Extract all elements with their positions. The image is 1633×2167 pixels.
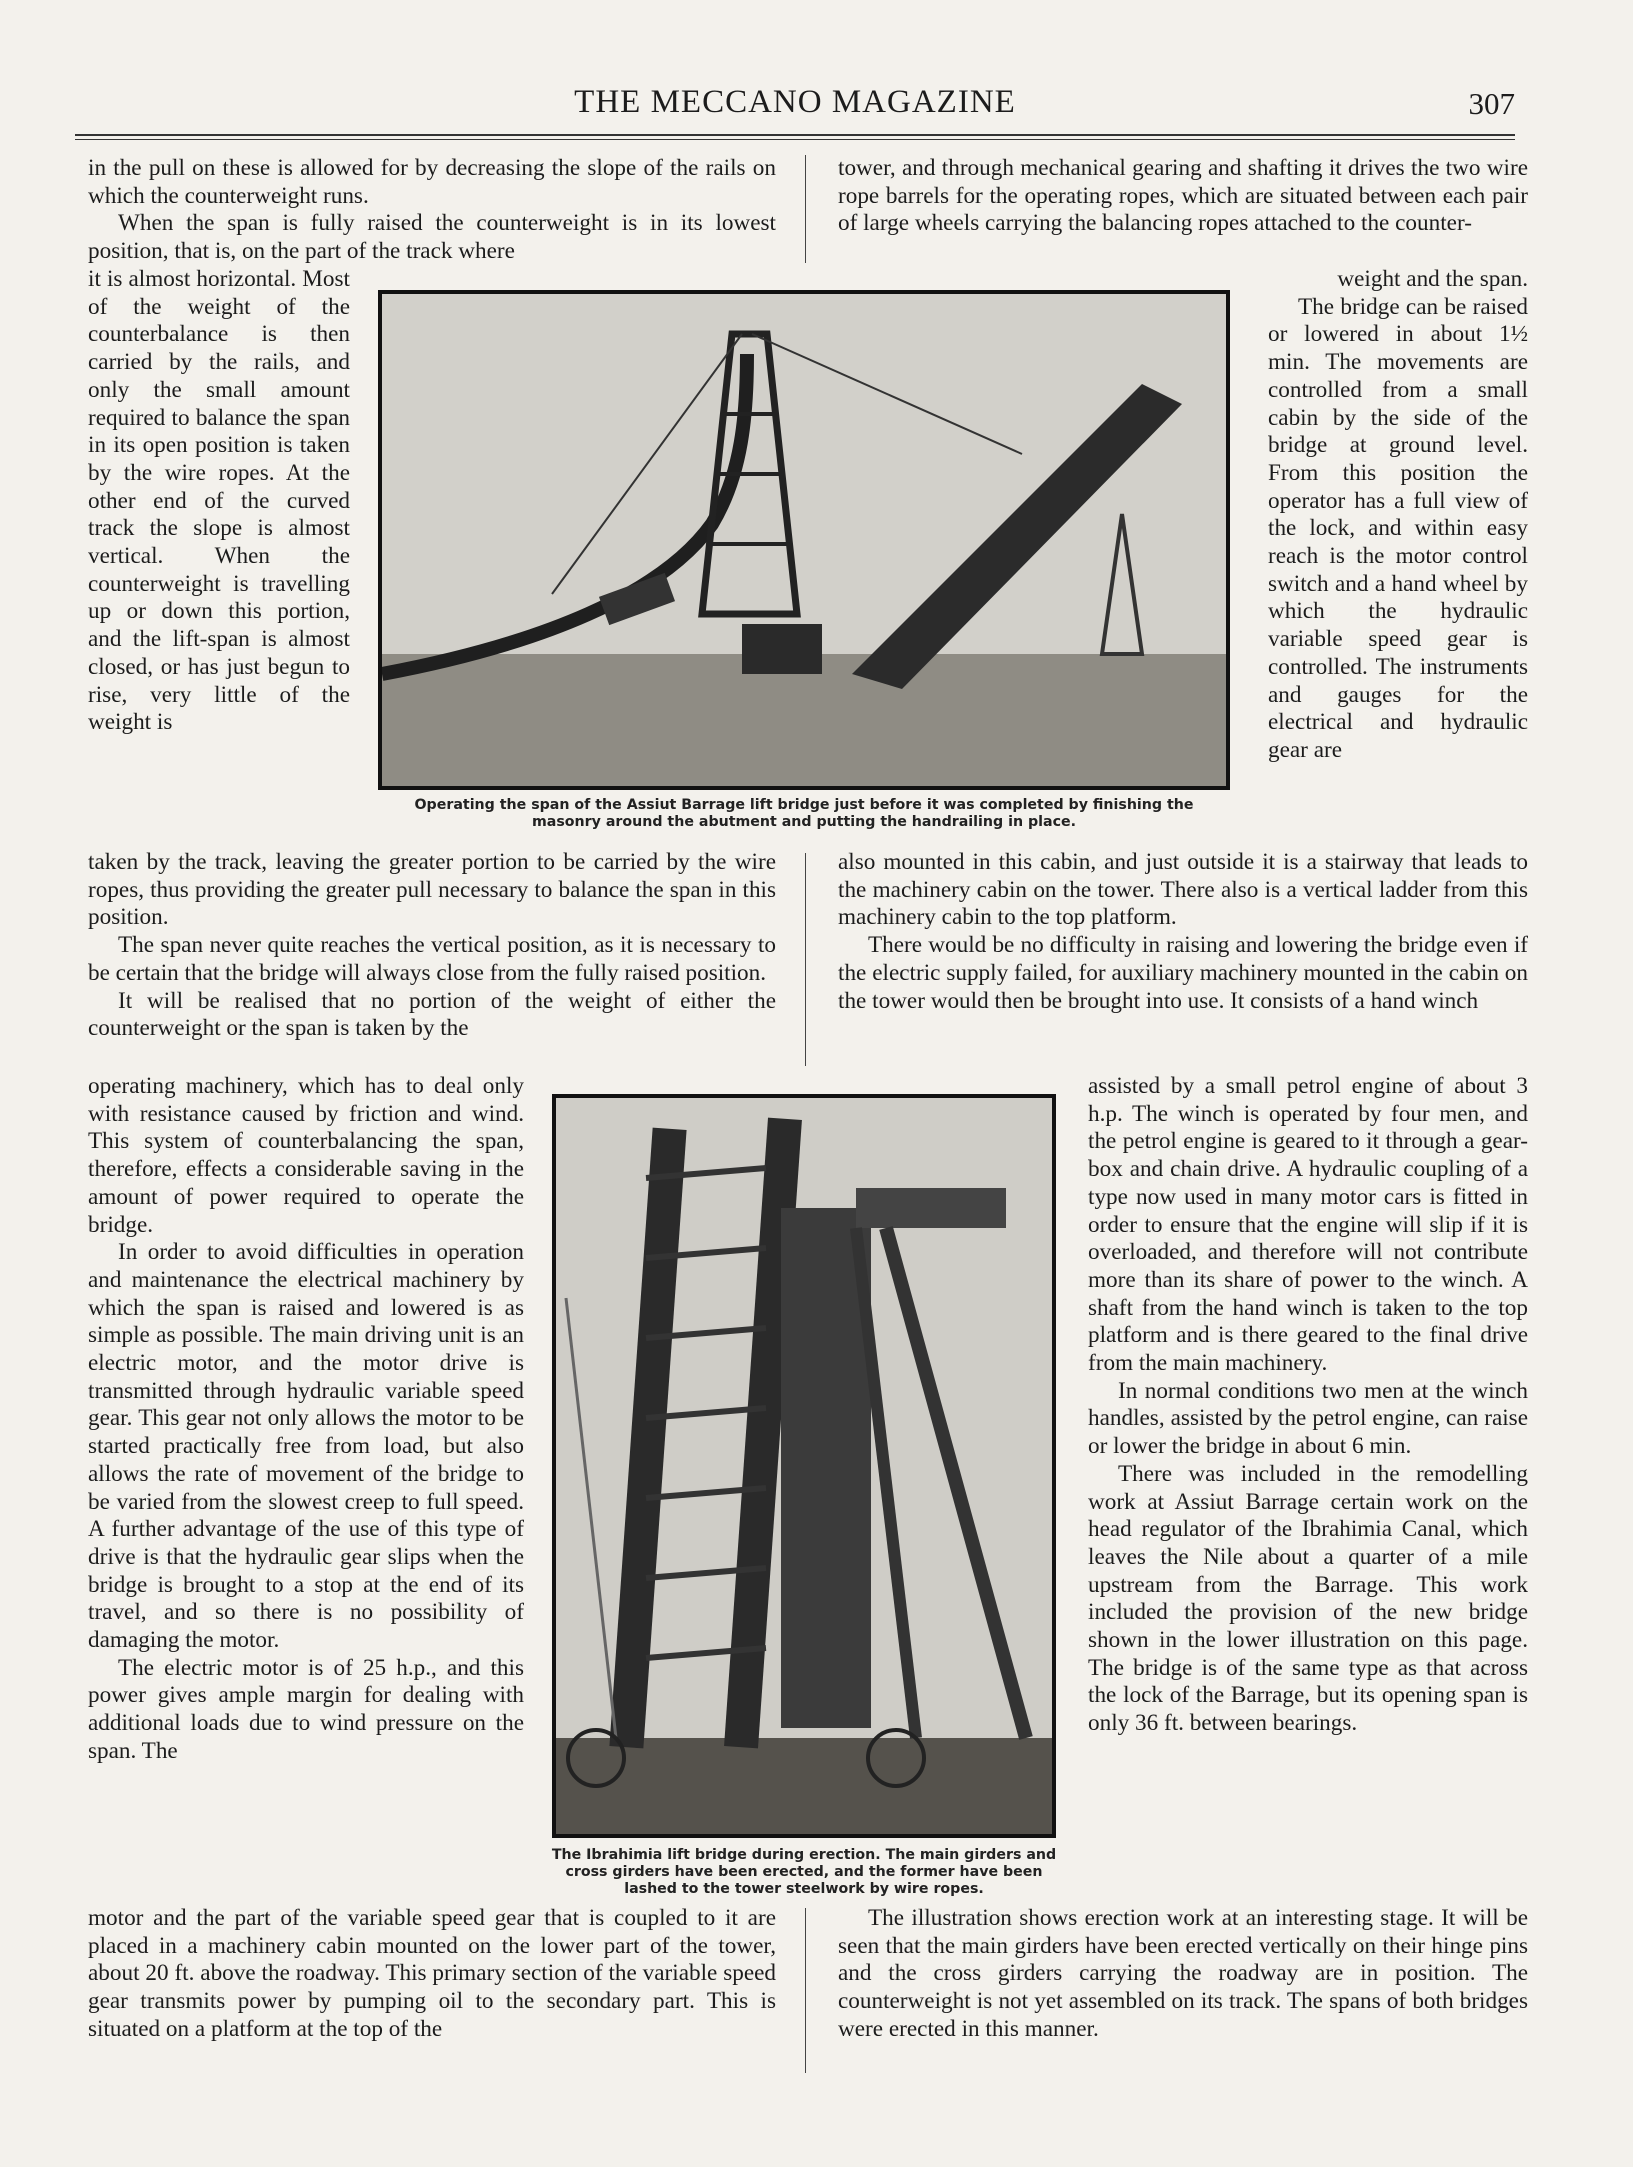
- right-column-top: [838, 155, 1528, 238]
- masthead: [75, 84, 1515, 124]
- column-divider: [805, 1908, 806, 2073]
- figure1-caption: Operating the span of the Assiut Barrage lift bridge just before it was completed by finishing the masonry around the abutment and putting the handrailing in place.: [414, 797, 1194, 830]
- paragraph: When the span is fully raised the counterweight is in its lowest position, that is, on the part of the track where: [88, 210, 776, 265]
- paragraph: in the pull on these is allowed for by decreasing the slope of the rails on which the counterweight runs.: [88, 155, 776, 209]
- paragraph: weight and the span.: [1337, 266, 1528, 292]
- left-column-bottom: [88, 1905, 776, 2044]
- left-narrow-column: [88, 266, 350, 737]
- page-number: 307: [1468, 86, 1515, 121]
- paragraph: The electric motor is of 25 h.p., and this power gives ample margin for dealing with additional loads due to wind pressure on the span. The: [88, 1654, 524, 1764]
- right-lower-column: [1088, 1073, 1528, 1738]
- left-lower-column: [88, 1073, 524, 1766]
- paragraph: operating machinery, which has to deal only with resistance caused by friction and wind. This system of counterbalancing the span, therefore, effects a considerable saving in the amount of power required to operate the bridge.: [88, 1073, 524, 1238]
- paragraph: assisted by a small petrol engine of about 3 h.p. The winch is operated by four men, and the petrol engine is geared to it through a gear-box and chain drive. A hydraulic coupling of a type now used in many motor cars is fitted in order to ensure that the engine will slip if it is overloaded, and therefore will not contribute more than its share of power to the winch. A shaft from the hand winch is taken to the top platform and is there geared to the final drive from the main machinery.: [1088, 1073, 1528, 1377]
- paragraph: also mounted in this cabin, and just outside it is a stairway that leads to the machinery cabin on the tower. There also is a vertical ladder from this machinery cabin to the top platform.: [838, 849, 1528, 931]
- ibrahimia-bridge-photo: [552, 1094, 1056, 1838]
- paragraph: it is almost horizontal. Most of the weight of the counterbalance is then carried by the rails, and only the small amount required to balance the span in its open position is taken by the wire ropes. At the other end of the curved track the slope is almost vertical. When the counterweight is travelling up or down this portion, and the lift-span is almost closed, or has just begun to rise, very little of the weight is: [88, 266, 350, 736]
- paragraph: In normal conditions two men at the winch handles, assisted by the petrol engine, can raise or lower the bridge in about 6 min.: [1088, 1377, 1528, 1460]
- ibrahimia-bridge-illustration: [556, 1098, 1052, 1834]
- paragraph: The bridge can be raised or lowered in about 1½ min. The movements are controlled from a small cabin by the side of the bridge at ground level. From this position the operator has a full view of the lock, and within easy reach is the motor control switch and a hand wheel by which the hydraulic variable speed gear is controlled. The instruments and gauges for the electrical and hydraulic gear are: [1268, 293, 1528, 763]
- right-column-bottom: [838, 1905, 1528, 2044]
- header-rule-thin: [75, 139, 1515, 140]
- paragraph: There would be no difficulty in raising and lowering the bridge even if the electric supply failed, for auxiliary machinery mounted in the cabin on the tower would then be brought into use. It consists of a hand winch: [838, 932, 1528, 1014]
- assiut-bridge-photo: [378, 290, 1230, 790]
- magazine-title: THE MECCANO MAGAZINE: [574, 84, 1016, 120]
- left-column-top: [88, 155, 776, 266]
- right-column-middle: [838, 849, 1528, 1015]
- assiut-bridge-illustration: [382, 294, 1226, 786]
- paragraph: The illustration shows erection work at an interesting stage. It will be seen that the main girders have been erected vertically on their hinge pins and the cross girders carrying the roadway are in position. The counterweight is not yet assembled on its track. The spans of both bridges were erected in this manner.: [838, 1905, 1528, 2042]
- paragraph: motor and the part of the variable speed gear that is coupled to it are placed in a machinery cabin mounted on the lower part of the tower, about 20 ft. above the roadway. This primary section of the variable speed gear transmits power by pumping oil to the secondary part. This is situated on a platform at the top of the: [88, 1905, 776, 2042]
- paragraph: The span never quite reaches the vertical position, as it is necessary to be certain that the bridge will always close from the fully raised position.: [88, 932, 776, 986]
- right-narrow-column: [1268, 266, 1528, 765]
- left-column-middle: [88, 849, 776, 1043]
- column-divider: [805, 155, 806, 263]
- header-rule: [75, 134, 1515, 136]
- paragraph: taken by the track, leaving the greater portion to be carried by the wire ropes, thus providing the greater pull necessary to balance the span in this position.: [88, 849, 776, 931]
- paragraph: tower, and through mechanical gearing and shafting it drives the two wire rope barrels for the operating ropes, which are situated between each pair of large wheels carrying the balancing ropes attached to the counter-: [838, 155, 1528, 237]
- figure2-caption: The Ibrahimia lift bridge during erection. The main girders and cross girders have been erected, and the former have been lashed to the tower steelwork by wire ropes.: [551, 1847, 1057, 1897]
- paragraph: In order to avoid difficulties in operation and maintenance the electrical machinery by which the span is raised and lowered is as simple as possible. The main driving unit is an electric motor, and the motor drive is transmitted through hydraulic variable speed gear. This gear not only allows the motor to be started practically free from load, but also allows the rate of movement of the bridge to be varied from the slowest creep to full speed. A further advantage of the use of this type of drive is that the hydraulic gear slips when the bridge is brought to a stop at the end of its travel, and so there is no possibility of damaging the motor.: [88, 1239, 524, 1654]
- paragraph: There was included in the remodelling work at Assiut Barrage certain work on the head regulator of the Ibrahimia Canal, which leaves the Nile about a quarter of a mile upstream from the Barrage. This work included the provision of the new bridge shown in the lower illustration on this page. The bridge is of the same type as that across the lock of the Barrage, but its opening span is only 36 ft. between bearings.: [1088, 1460, 1528, 1737]
- column-divider: [805, 853, 806, 1066]
- paragraph: It will be realised that no portion of the weight of either the counterweight or the span is taken by the: [88, 987, 776, 1042]
